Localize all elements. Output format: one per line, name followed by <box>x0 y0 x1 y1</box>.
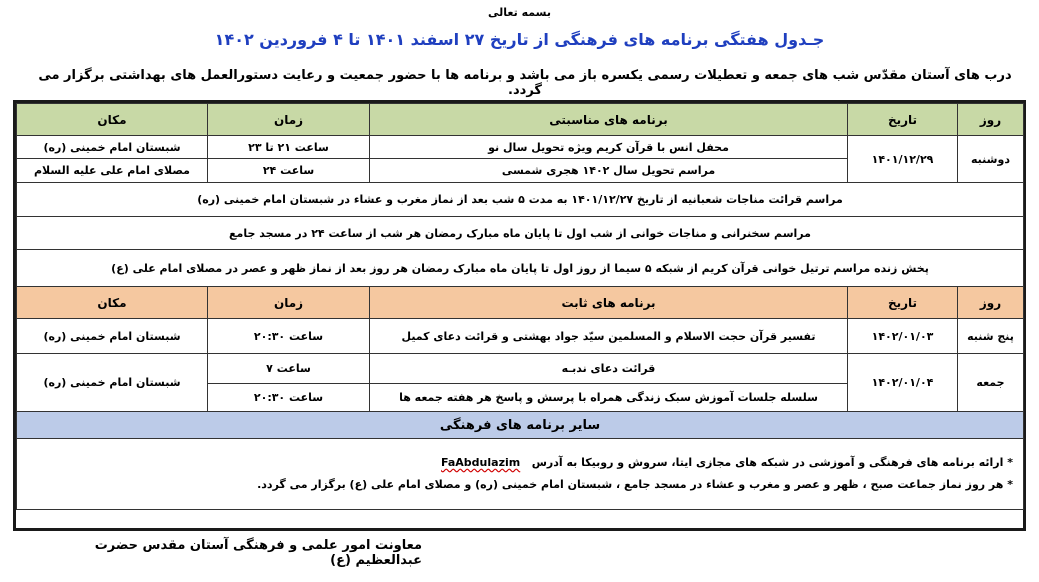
col-time-header: زمان <box>208 104 370 136</box>
monday-date-cell: ۱۴۰۱/۱۲/۲۹ <box>848 136 958 183</box>
friday-date-cell: ۱۴۰۲/۰۱/۰۴ <box>848 354 958 412</box>
friday-place-cell: شبستان امام خمینی (ره) <box>17 354 208 412</box>
friday-day-cell: جمعه <box>958 354 1024 412</box>
announcement-text: مراسم قرائت مناجات شعبانیه از تاریخ ۱۴۰۱/۱۲/۲۷ به مدت ۵ شب بعد از نماز مغرب و عشاء در شبستان امام خمینی (ره) <box>17 183 1024 217</box>
footer-signature: معاونت امور علمی و فرهنگی آستان مقدس حضرت عبدالعظیم (ع) <box>94 538 422 568</box>
col-day-header: روز <box>958 287 1024 319</box>
table-row <box>17 136 1024 159</box>
bismillah-heading: بسمه تعالی <box>488 6 551 19</box>
table-row <box>17 354 1024 384</box>
program-cell: قرائت دعای ندبـه <box>370 354 848 384</box>
time-cell: ساعت ۲۰:۳۰ <box>208 319 370 354</box>
place-cell: مصلای امام علی علیه السلام <box>17 159 208 183</box>
page-title: جـدول هفتگی برنامه های فرهنگی از تاریخ ۲۷ اسفند ۱۴۰۱ تا ۴ فروردین ۱۴۰۲ <box>214 30 825 49</box>
col-day-header: روز <box>958 104 1024 136</box>
program-cell: مراسم تحویل سال ۱۴۰۲ هجری شمسی <box>370 159 848 183</box>
col-place-header: مکان <box>17 104 208 136</box>
intro-text: درب های آستان مقدّس شب های جمعه و تعطیلات رسمی یکسره باز می باشد و برنامه ها با حضور جمعیت و رعایت دستورالعمل های بهداشتی برگزار می گردد. <box>38 68 1012 98</box>
announcement-row <box>17 250 1024 287</box>
thursday-date-cell: ۱۴۰۲/۰۱/۰۳ <box>848 319 958 354</box>
section1-header-row <box>17 104 1024 136</box>
program-cell: تفسیر قرآن حجت الاسلام و المسلمین سیّد جواد بهشتی و قرائت دعای کمیل <box>370 319 848 354</box>
time-cell: ساعت ۷ <box>208 354 370 384</box>
announcement-text: پخش زنده مراسم ترتیل خوانی قرآن کریم از شبکه ۵ سیما از روز اول تا پایان ماه مبارک رمضان هر روز بعد از نماز ظهر و عصر در مصلای امام علی (ع) <box>17 250 1024 287</box>
time-cell: ساعت ۲۰:۳۰ <box>208 384 370 412</box>
col-program-header: برنامه های مناسبتی <box>370 104 848 136</box>
section3-header-row <box>17 412 1024 439</box>
col-program-header: برنامه های ثابت <box>370 287 848 319</box>
announcement-row <box>17 217 1024 250</box>
place-cell: شبستان امام خمینی (ره) <box>17 319 208 354</box>
schedule-table <box>16 103 1024 510</box>
note-line <box>17 452 1013 474</box>
notes-cell <box>17 439 1024 510</box>
thursday-day-cell: پنج شنبه <box>958 319 1024 354</box>
note-text: * ارائه برنامه های فرهنگی و آموزشی در شبکه های مجازی ایتا، سروش و روبیکا به آدرس <box>531 456 1013 469</box>
section2-header-row <box>17 287 1024 319</box>
notes-row <box>17 439 1024 510</box>
col-place-header: مکان <box>17 287 208 319</box>
time-cell: ساعت ۲۴ <box>208 159 370 183</box>
monday-day-cell: دوشنبه <box>958 136 1024 183</box>
announcement-row <box>17 183 1024 217</box>
place-cell: شبستان امام خمینی (ره) <box>17 136 208 159</box>
other-programs-header: سایر برنامه های فرهنگی <box>17 412 1024 439</box>
schedule-frame <box>13 100 1026 531</box>
col-date-header: تاریخ <box>848 287 958 319</box>
col-time-header: زمان <box>208 287 370 319</box>
announcement-text: مراسم سخنرانی و مناجات خوانی از شب اول تا پایان ماه مبارک رمضان هر شب از ساعت ۲۴ در مسجد جامع <box>17 217 1024 250</box>
col-date-header: تاریخ <box>848 104 958 136</box>
program-cell: سلسله جلسات آموزش سبک زندگی همراه با پرسش و پاسخ هر هفته جمعه ها <box>370 384 848 412</box>
social-handle: FaAbdulazim <box>441 456 521 469</box>
table-row <box>17 319 1024 354</box>
time-cell: ساعت ۲۱ تا ۲۳ <box>208 136 370 159</box>
note-line: * هر روز نماز جماعت صبح ، ظهر و عصر و مغرب و عشاء در مسجد جامع ، شبستان امام خمینی (ره) و مصلای امام علی (ع) برگزار می گردد. <box>257 478 1013 491</box>
program-cell: محفل انس با قرآن کریم ویژه تحویل سال نو <box>370 136 848 159</box>
